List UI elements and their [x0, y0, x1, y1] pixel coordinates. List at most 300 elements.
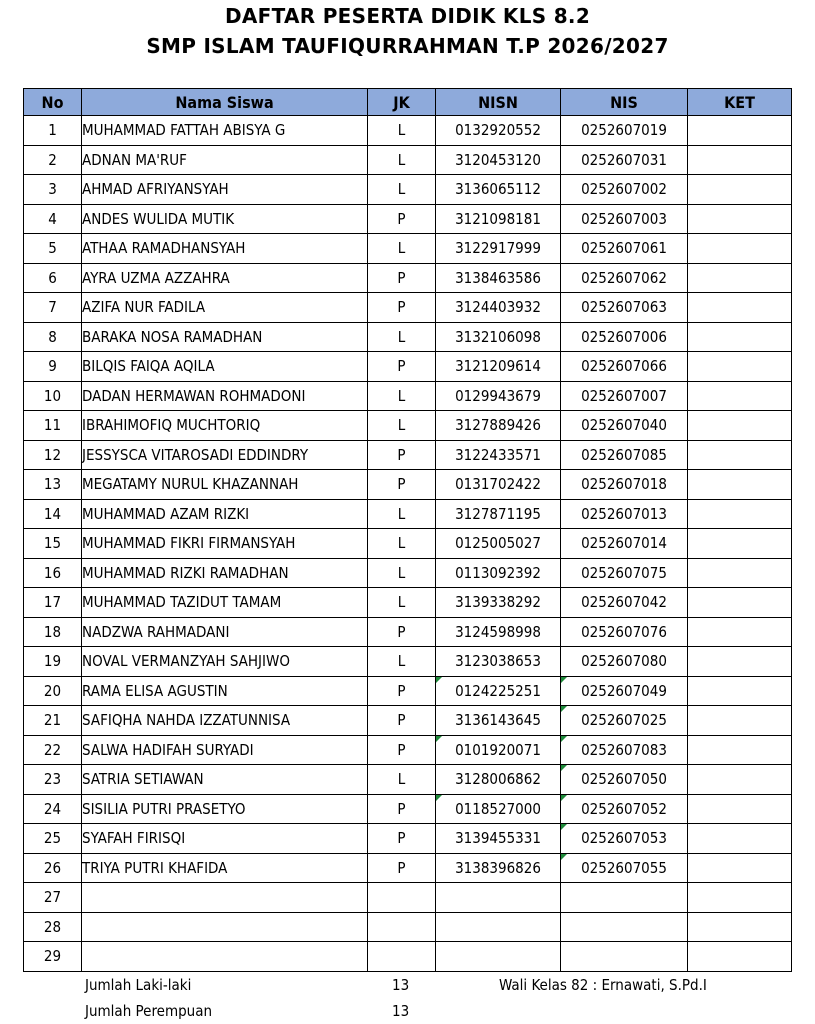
cell-nis	[561, 676, 688, 706]
cell-jk	[368, 529, 436, 559]
cell-nis	[561, 647, 688, 677]
cell-name-text: ADNAN MA'RUF	[82, 150, 187, 169]
cell-nisn-text: 3136065112	[455, 180, 541, 199]
cell-no-text: 12	[43, 445, 62, 464]
cell-nis	[561, 263, 688, 293]
cell-nisn-text: 0132920552	[455, 121, 541, 140]
cell-no-text: 10	[43, 386, 62, 405]
cell-ket	[688, 735, 792, 765]
table-row	[24, 204, 792, 234]
cell-nisn	[436, 942, 561, 972]
cell-nisn	[436, 440, 561, 470]
cell-ket	[688, 234, 792, 264]
cell-nisn	[436, 617, 561, 647]
table-row	[24, 735, 792, 765]
cell-no-text: 15	[43, 534, 62, 553]
cell-jk	[368, 824, 436, 854]
cell-ket	[688, 470, 792, 500]
cell-nisn-text: 3122433571	[455, 445, 541, 464]
cell-nisn-text: 0131702422	[455, 475, 541, 494]
cell-name	[82, 794, 368, 824]
cell-ket	[688, 942, 792, 972]
cell-nis-text: 0252607061	[581, 239, 667, 258]
cell-no	[24, 381, 82, 411]
cell-jk	[368, 263, 436, 293]
table-row	[24, 293, 792, 323]
error-indicator-icon	[561, 706, 567, 712]
cell-nis	[561, 499, 688, 529]
cell-no	[24, 794, 82, 824]
cell-name	[82, 116, 368, 146]
column-header-nis: NIS	[561, 89, 688, 116]
cell-no-text: 5	[48, 239, 57, 258]
cell-name-text: MEGATAMY NURUL KHAZANNAH	[82, 475, 299, 494]
table-row	[24, 942, 792, 972]
cell-jk-text: P	[397, 799, 406, 818]
cell-name-text: SAFIQHA NAHDA IZZATUNNISA	[82, 711, 291, 730]
cell-jk-text: L	[397, 770, 406, 789]
cell-nisn-text: 0124225251	[455, 681, 541, 700]
cell-no-text: 20	[43, 681, 62, 700]
table-row	[24, 647, 792, 677]
cell-nis	[561, 529, 688, 559]
cell-name	[82, 470, 368, 500]
cell-no	[24, 676, 82, 706]
table-row	[24, 529, 792, 559]
table-row	[24, 706, 792, 736]
cell-nis-text: 0252607062	[581, 268, 667, 287]
cell-nis-text: 0252607040	[581, 416, 667, 435]
cell-no	[24, 617, 82, 647]
cell-jk-text: L	[397, 239, 406, 258]
cell-nisn-text: 0113092392	[455, 563, 541, 582]
cell-name	[82, 381, 368, 411]
cell-nisn	[436, 381, 561, 411]
cell-no	[24, 706, 82, 736]
cell-no-text: 21	[43, 711, 62, 730]
cell-name	[82, 588, 368, 618]
cell-nis-text: 0252607076	[581, 622, 667, 641]
cell-name-text: NOVAL VERMANZYAH SAHJIWO	[82, 652, 290, 671]
cell-ket	[688, 145, 792, 175]
cell-name	[82, 204, 368, 234]
cell-jk	[368, 647, 436, 677]
table-row	[24, 145, 792, 175]
cell-no	[24, 558, 82, 588]
cell-no	[24, 322, 82, 352]
cell-jk-text: L	[397, 593, 406, 612]
cell-ket	[688, 116, 792, 146]
cell-name-text: ATHAA RAMADHANSYAH	[82, 239, 246, 258]
cell-nisn-text: 3123038653	[455, 652, 541, 671]
cell-name-text: SYAFAH FIRISQI	[82, 829, 186, 848]
cell-nisn-text: 3124403932	[455, 298, 541, 317]
cell-nis	[561, 735, 688, 765]
cell-nisn	[436, 145, 561, 175]
cell-name-text: MUHAMMAD FIKRI FIRMANSYAH	[82, 534, 296, 553]
cell-ket	[688, 647, 792, 677]
cell-nisn	[436, 116, 561, 146]
cell-nis	[561, 558, 688, 588]
table-row	[24, 440, 792, 470]
cell-no	[24, 352, 82, 382]
cell-jk	[368, 499, 436, 529]
cell-no-text: 3	[48, 180, 57, 199]
cell-nisn	[436, 322, 561, 352]
cell-jk	[368, 381, 436, 411]
cell-name	[82, 293, 368, 323]
cell-no-text: 24	[43, 799, 62, 818]
cell-nis-text: 0252607083	[581, 740, 667, 759]
cell-nisn	[436, 706, 561, 736]
cell-nis-text: 0252607042	[581, 593, 667, 612]
cell-no	[24, 529, 82, 559]
cell-nisn-text: 3122917999	[455, 239, 541, 258]
cell-nis-text: 0252607025	[581, 711, 667, 730]
cell-jk	[368, 322, 436, 352]
cell-nis	[561, 352, 688, 382]
cell-nis-text: 0252607006	[581, 327, 667, 346]
table-row	[24, 116, 792, 146]
cell-name-text: MUHAMMAD AZAM RIZKI	[82, 504, 250, 523]
cell-no	[24, 735, 82, 765]
cell-nisn	[436, 529, 561, 559]
cell-jk	[368, 853, 436, 883]
cell-name-text: TRIYA PUTRI KHAFIDA	[82, 858, 228, 877]
cell-nisn-text: 3128006862	[455, 770, 541, 789]
cell-nisn	[436, 647, 561, 677]
table-row	[24, 470, 792, 500]
cell-nisn-text: 3127889426	[455, 416, 541, 435]
cell-ket	[688, 352, 792, 382]
cell-name-text: DADAN HERMAWAN ROHMADONI	[82, 386, 306, 405]
cell-name-text: RAMA ELISA AGUSTIN	[82, 681, 228, 700]
cell-name-text: BILQIS FAIQA AQILA	[82, 357, 215, 376]
cell-jk	[368, 706, 436, 736]
cell-no	[24, 116, 82, 146]
cell-no-text: 17	[43, 593, 62, 612]
cell-ket	[688, 706, 792, 736]
cell-nis	[561, 853, 688, 883]
cell-nisn-text: 3139338292	[455, 593, 541, 612]
column-header-name: Nama Siswa	[82, 89, 368, 116]
cell-nis-text: 0252607066	[581, 357, 667, 376]
cell-no-text: 4	[48, 209, 57, 228]
table-row	[24, 322, 792, 352]
cell-no-text: 28	[43, 917, 62, 936]
female-count-value: 13	[392, 1002, 410, 1020]
cell-jk-text: L	[397, 534, 406, 553]
cell-nis-text: 0252607049	[581, 681, 667, 700]
cell-nisn	[436, 765, 561, 795]
cell-nisn	[436, 411, 561, 441]
cell-ket	[688, 853, 792, 883]
male-count-value: 13	[392, 976, 410, 994]
male-count-label: Jumlah Laki-laki	[85, 976, 192, 994]
cell-ket	[688, 204, 792, 234]
cell-jk-text: L	[397, 386, 406, 405]
cell-name	[82, 942, 368, 972]
cell-name	[82, 322, 368, 352]
table-row	[24, 381, 792, 411]
cell-no	[24, 204, 82, 234]
student-roster-table	[23, 88, 792, 972]
cell-nis	[561, 381, 688, 411]
table-row	[24, 883, 792, 913]
cell-ket	[688, 794, 792, 824]
cell-nisn	[436, 912, 561, 942]
cell-name	[82, 352, 368, 382]
cell-nis	[561, 824, 688, 854]
cell-name	[82, 647, 368, 677]
cell-no	[24, 440, 82, 470]
cell-nis-text: 0252607007	[581, 386, 667, 405]
cell-no	[24, 470, 82, 500]
cell-no-text: 7	[48, 298, 57, 317]
cell-nisn	[436, 676, 561, 706]
cell-jk	[368, 440, 436, 470]
cell-jk	[368, 912, 436, 942]
error-indicator-icon	[561, 795, 567, 801]
cell-no	[24, 647, 82, 677]
cell-name	[82, 735, 368, 765]
cell-nisn-text: 0125005027	[455, 534, 541, 553]
cell-name-text: SATRIA SETIAWAN	[82, 770, 204, 789]
cell-ket	[688, 322, 792, 352]
cell-nis	[561, 293, 688, 323]
cell-nisn-text: 3138463586	[455, 268, 541, 287]
cell-nisn	[436, 204, 561, 234]
cell-nis-text: 0252607014	[581, 534, 667, 553]
cell-nisn	[436, 588, 561, 618]
error-indicator-icon	[561, 677, 567, 683]
cell-name	[82, 234, 368, 264]
cell-name	[82, 529, 368, 559]
table-row	[24, 175, 792, 205]
cell-nisn	[436, 175, 561, 205]
cell-name	[82, 912, 368, 942]
cell-name-text: MUHAMMAD FATTAH ABISYA G	[82, 121, 286, 140]
table-row	[24, 765, 792, 795]
column-header-jk: JK	[368, 89, 436, 116]
cell-nisn	[436, 883, 561, 913]
document-subtitle: SMP ISLAM TAUFIQURRAHMAN T.P 2026/2027	[146, 34, 669, 58]
table-row	[24, 558, 792, 588]
cell-nis	[561, 411, 688, 441]
cell-nis	[561, 883, 688, 913]
cell-nisn	[436, 470, 561, 500]
cell-nis-text: 0252607031	[581, 150, 667, 169]
cell-name-text: JESSYSCA VITAROSADI EDDINDRY	[82, 445, 309, 464]
cell-nis-text: 0252607002	[581, 180, 667, 199]
cell-nis	[561, 234, 688, 264]
cell-name-text: BARAKA NOSA RAMADHAN	[82, 327, 263, 346]
cell-name-text: AYRA UZMA AZZAHRA	[82, 268, 230, 287]
cell-nisn	[436, 824, 561, 854]
cell-nis-text: 0252607003	[581, 209, 667, 228]
cell-nis-text: 0252607053	[581, 829, 667, 848]
cell-name-text: NADZWA RAHMADANI	[82, 622, 230, 641]
cell-name	[82, 440, 368, 470]
cell-nisn	[436, 234, 561, 264]
cell-jk	[368, 794, 436, 824]
cell-name	[82, 765, 368, 795]
cell-name-text: MUHAMMAD TAZIDUT TAMAM	[82, 593, 282, 612]
cell-name	[82, 824, 368, 854]
table-row	[24, 676, 792, 706]
column-header-no: No	[24, 89, 82, 116]
table-row	[24, 234, 792, 264]
cell-nisn-text: 0101920071	[455, 740, 541, 759]
cell-nis	[561, 116, 688, 146]
cell-no-text: 27	[43, 888, 62, 907]
cell-nisn-text: 3121209614	[455, 357, 541, 376]
cell-no	[24, 588, 82, 618]
cell-nis-text: 0252607013	[581, 504, 667, 523]
cell-jk-text: P	[397, 711, 406, 730]
cell-jk-text: P	[397, 622, 406, 641]
cell-jk	[368, 470, 436, 500]
cell-no-text: 1	[48, 121, 57, 140]
cell-nis-text: 0252607085	[581, 445, 667, 464]
error-indicator-icon	[436, 736, 442, 742]
cell-name	[82, 853, 368, 883]
cell-no-text: 25	[43, 829, 62, 848]
cell-nis	[561, 470, 688, 500]
homeroom-teacher: Wali Kelas 82 : Ernawati, S.Pd.I	[499, 976, 707, 994]
cell-jk	[368, 676, 436, 706]
cell-name-text: MUHAMMAD RIZKI RAMADHAN	[82, 563, 289, 582]
cell-jk	[368, 617, 436, 647]
cell-nis-text: 0252607075	[581, 563, 667, 582]
error-indicator-icon	[436, 677, 442, 683]
cell-nisn	[436, 794, 561, 824]
cell-nisn	[436, 263, 561, 293]
cell-no	[24, 824, 82, 854]
cell-name-text: SALWA HADIFAH SURYADI	[82, 740, 254, 759]
cell-nisn-text: 3127871195	[455, 504, 541, 523]
cell-jk-text: P	[397, 475, 406, 494]
cell-name	[82, 706, 368, 736]
cell-nis-text: 0252607018	[581, 475, 667, 494]
table-row	[24, 411, 792, 441]
table-row	[24, 263, 792, 293]
table-body	[24, 116, 792, 972]
table-row	[24, 617, 792, 647]
cell-nis	[561, 942, 688, 972]
cell-jk	[368, 116, 436, 146]
cell-no-text: 23	[43, 770, 62, 789]
cell-name-text: AHMAD AFRIYANSYAH	[82, 180, 229, 199]
table-row	[24, 499, 792, 529]
table-row	[24, 352, 792, 382]
cell-nis	[561, 440, 688, 470]
cell-name	[82, 883, 368, 913]
cell-ket	[688, 499, 792, 529]
cell-nis-text: 0252607063	[581, 298, 667, 317]
cell-jk-text: P	[397, 681, 406, 700]
cell-ket	[688, 558, 792, 588]
error-indicator-icon	[561, 854, 567, 860]
cell-no	[24, 499, 82, 529]
cell-no-text: 26	[43, 858, 62, 877]
cell-ket	[688, 883, 792, 913]
cell-no	[24, 765, 82, 795]
cell-jk-text: P	[397, 268, 406, 287]
cell-nis-text: 0252607019	[581, 121, 667, 140]
cell-nisn-text: 0118527000	[455, 799, 541, 818]
table-row	[24, 794, 792, 824]
column-header-ket: KET	[688, 89, 792, 116]
cell-name-text: ANDES WULIDA MUTIK	[82, 209, 235, 228]
cell-ket	[688, 411, 792, 441]
cell-jk	[368, 735, 436, 765]
cell-nisn	[436, 352, 561, 382]
cell-nis-text: 0252607050	[581, 770, 667, 789]
cell-no	[24, 293, 82, 323]
cell-name	[82, 175, 368, 205]
cell-name	[82, 263, 368, 293]
cell-nis	[561, 912, 688, 942]
cell-name-text: AZIFA NUR FADILA	[82, 298, 206, 317]
cell-nisn	[436, 558, 561, 588]
cell-no-text: 13	[43, 475, 62, 494]
cell-jk	[368, 293, 436, 323]
cell-jk	[368, 942, 436, 972]
cell-name	[82, 411, 368, 441]
cell-jk-text: L	[397, 416, 406, 435]
cell-ket	[688, 765, 792, 795]
cell-name	[82, 617, 368, 647]
cell-no	[24, 883, 82, 913]
cell-jk	[368, 558, 436, 588]
cell-ket	[688, 175, 792, 205]
cell-nisn	[436, 499, 561, 529]
table-row	[24, 853, 792, 883]
cell-jk	[368, 765, 436, 795]
cell-no	[24, 263, 82, 293]
cell-jk-text: L	[397, 652, 406, 671]
cell-no-text: 22	[43, 740, 62, 759]
cell-nis	[561, 706, 688, 736]
cell-ket	[688, 824, 792, 854]
cell-jk-text: P	[397, 298, 406, 317]
cell-name-text: IBRAHIMOFIQ MUCHTORIQ	[82, 416, 261, 435]
document-title: DAFTAR PESERTA DIDIK KLS 8.2	[224, 4, 591, 28]
cell-no	[24, 853, 82, 883]
cell-ket	[688, 381, 792, 411]
cell-jk	[368, 204, 436, 234]
cell-jk	[368, 234, 436, 264]
cell-no	[24, 942, 82, 972]
cell-jk	[368, 352, 436, 382]
cell-no-text: 11	[43, 416, 62, 435]
error-indicator-icon	[561, 824, 567, 830]
table-row	[24, 588, 792, 618]
cell-no-text: 16	[43, 563, 62, 582]
cell-name	[82, 499, 368, 529]
cell-no	[24, 234, 82, 264]
cell-nis-text: 0252607055	[581, 858, 667, 877]
cell-jk	[368, 411, 436, 441]
table-row	[24, 912, 792, 942]
cell-nisn-text: 3139455331	[455, 829, 541, 848]
cell-jk	[368, 588, 436, 618]
cell-nis-text: 0252607052	[581, 799, 667, 818]
cell-jk-text: L	[397, 150, 406, 169]
cell-jk-text: P	[397, 209, 406, 228]
cell-ket	[688, 912, 792, 942]
